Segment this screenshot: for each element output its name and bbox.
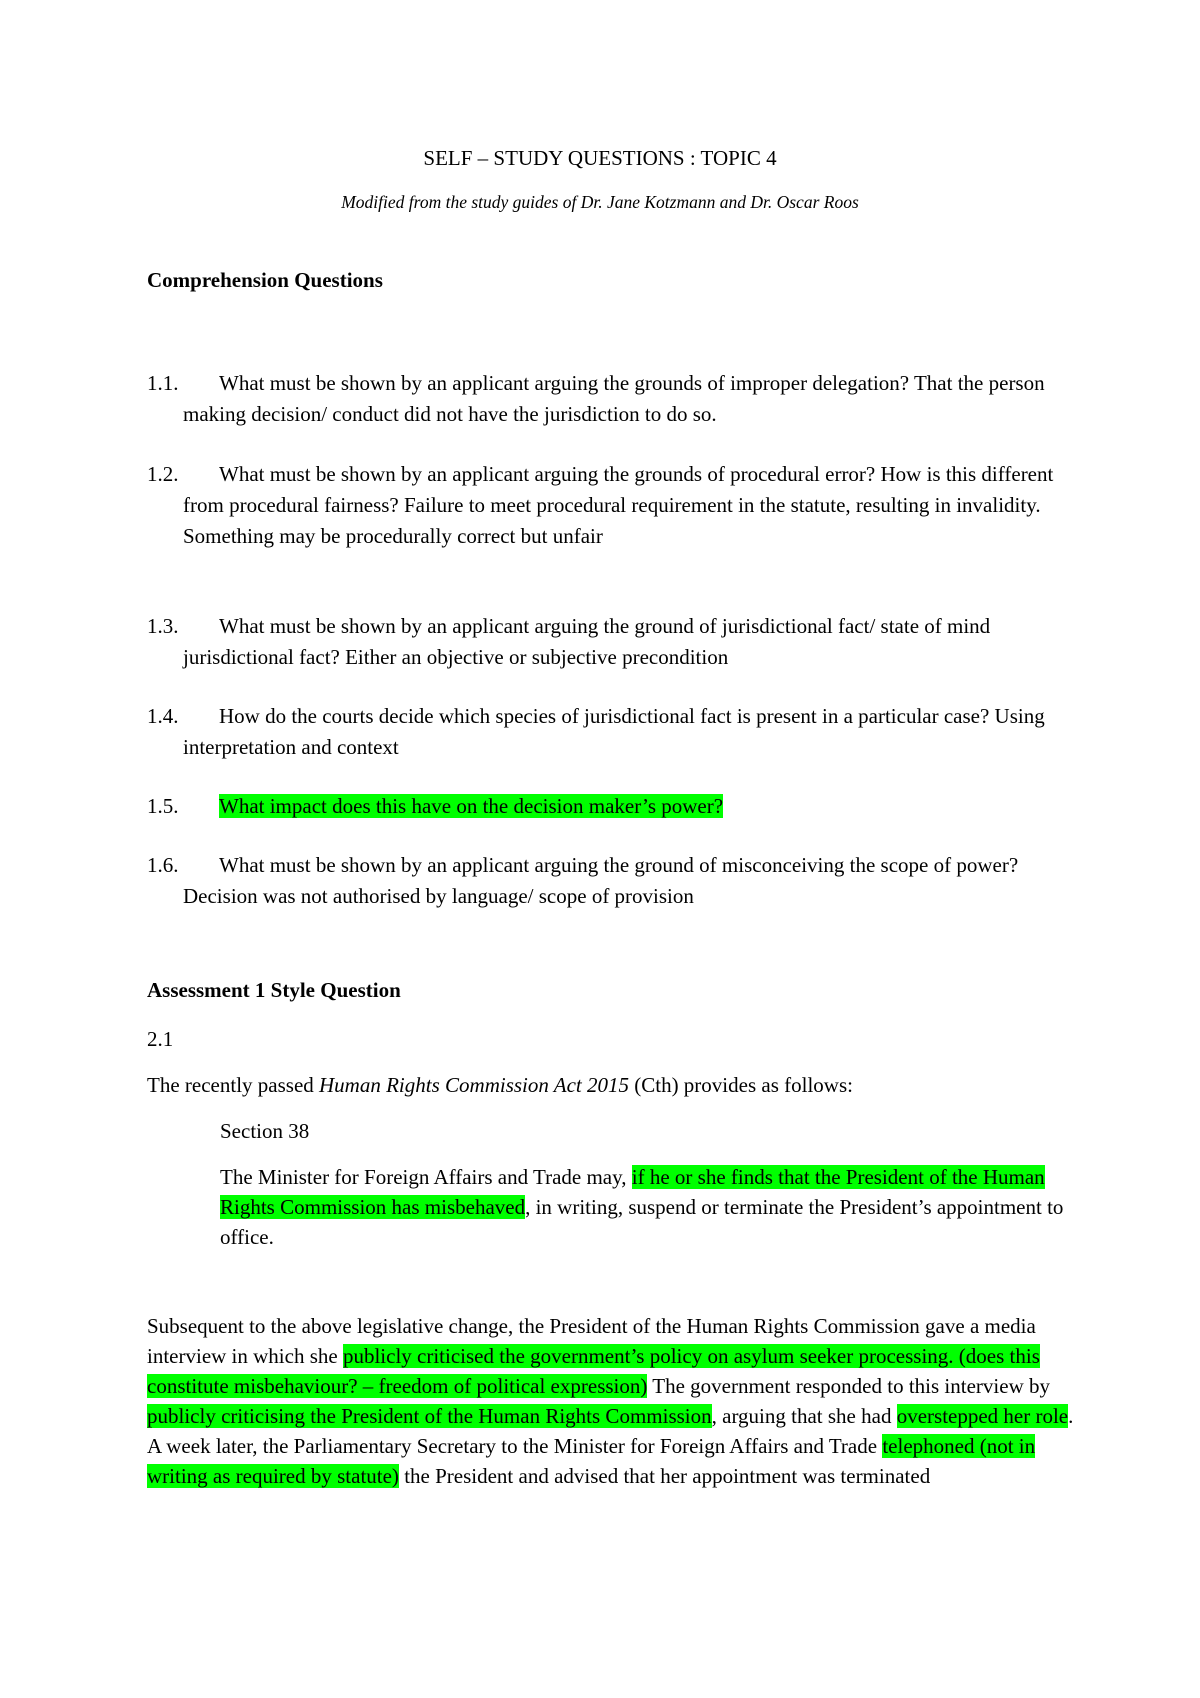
question-text: What must be shown by an applicant arguing the grounds of procedural error? How is this different from procedural fairness? Failure to meet procedural requirement in the statute, resulting in invalidity. Something may be procedurally correct but unfair (183, 462, 1054, 548)
act-intro: The recently passed Human Rights Commission Act 2015 (Cth) provides as follows: (147, 1073, 853, 1097)
page-subtitle: Modified from the study guides of Dr. Jane Kotzmann and Dr. Oscar Roos (341, 192, 859, 212)
question-text: What must be shown by an applicant arguing the grounds of improper delegation? That the person making decision/ conduct did not have the jurisdiction to do so. (183, 371, 1045, 426)
scenario-paragraph: Subsequent to the above legislative change, the President of the Human Rights Commission gave a media interview in which she publicly criticised the government’s policy on asylum seeker processing. (does this constitute misbehaviour? – freedom of political expression) The government responded to this interview by publicly criticising the President of the Human Rights Commission, arguing that she had overstepped her role. A week later, the Parliamentary Secretary to the Minister for Foreign Affairs and Trade telephoned (not in writing as required by statute) the President and advised that her appointment was terminated (147, 1314, 1074, 1488)
assessment-heading: Assessment 1 Style Question (147, 978, 401, 1002)
question-text: What must be shown by an applicant arguing the ground of misconceiving the scope of power? Decision was not authorised by language/ scope of provision (183, 853, 1019, 908)
question-1-1 (147, 368, 1077, 430)
comprehension-heading: Comprehension Questions (147, 268, 383, 292)
highlight: telephoned (not in writing as required by statute) (147, 1434, 1036, 1488)
highlight: publicly criticising the President of the Human Rights Commission (147, 1404, 712, 1428)
act-title: Human Rights Commission Act 2015 (319, 1073, 629, 1097)
question-number: 1.6. (147, 853, 179, 877)
question-number-2-1: 2.1 (147, 1027, 174, 1051)
question-1-6 (147, 850, 1077, 912)
question-1-2 (147, 459, 1077, 552)
highlighted-question-text: What impact does this have on the decision maker’s power? (219, 794, 724, 818)
highlight: if he or she finds that the President of the Human Rights Commission has misbehaved (220, 1165, 1045, 1219)
question-number: 1.4. (147, 704, 179, 728)
highlight: publicly criticised the government’s policy on asylum seeker processing. (does this constitute misbehaviour? – freedom of political expression) (147, 1344, 1040, 1398)
question-1-3 (147, 611, 1077, 673)
question-text: What must be shown by an applicant arguing the ground of jurisdictional fact/ state of mind jurisdictional fact? Either an objective or subjective precondition (183, 614, 991, 669)
question-1-4 (147, 701, 1077, 763)
section-label: Section 38 (220, 1119, 310, 1143)
question-number: 1.5. (147, 794, 179, 818)
section-text: The Minister for Foreign Affairs and Trade may, if he or she finds that the President of the Human Rights Commission has misbehaved, in writing, suspend or terminate the President’s appointment to office. (220, 1165, 1064, 1249)
question-1-5 (147, 791, 1077, 822)
highlight: overstepped her role (896, 1404, 1069, 1428)
question-number: 1.3. (147, 614, 179, 638)
question-number: 1.1. (147, 371, 179, 395)
page-title: SELF – STUDY QUESTIONS : TOPIC 4 (423, 146, 777, 170)
question-text: How do the courts decide which species of jurisdictional fact is present in a particular case? Using interpretation and context (183, 704, 1045, 759)
question-number: 1.2. (147, 462, 179, 486)
